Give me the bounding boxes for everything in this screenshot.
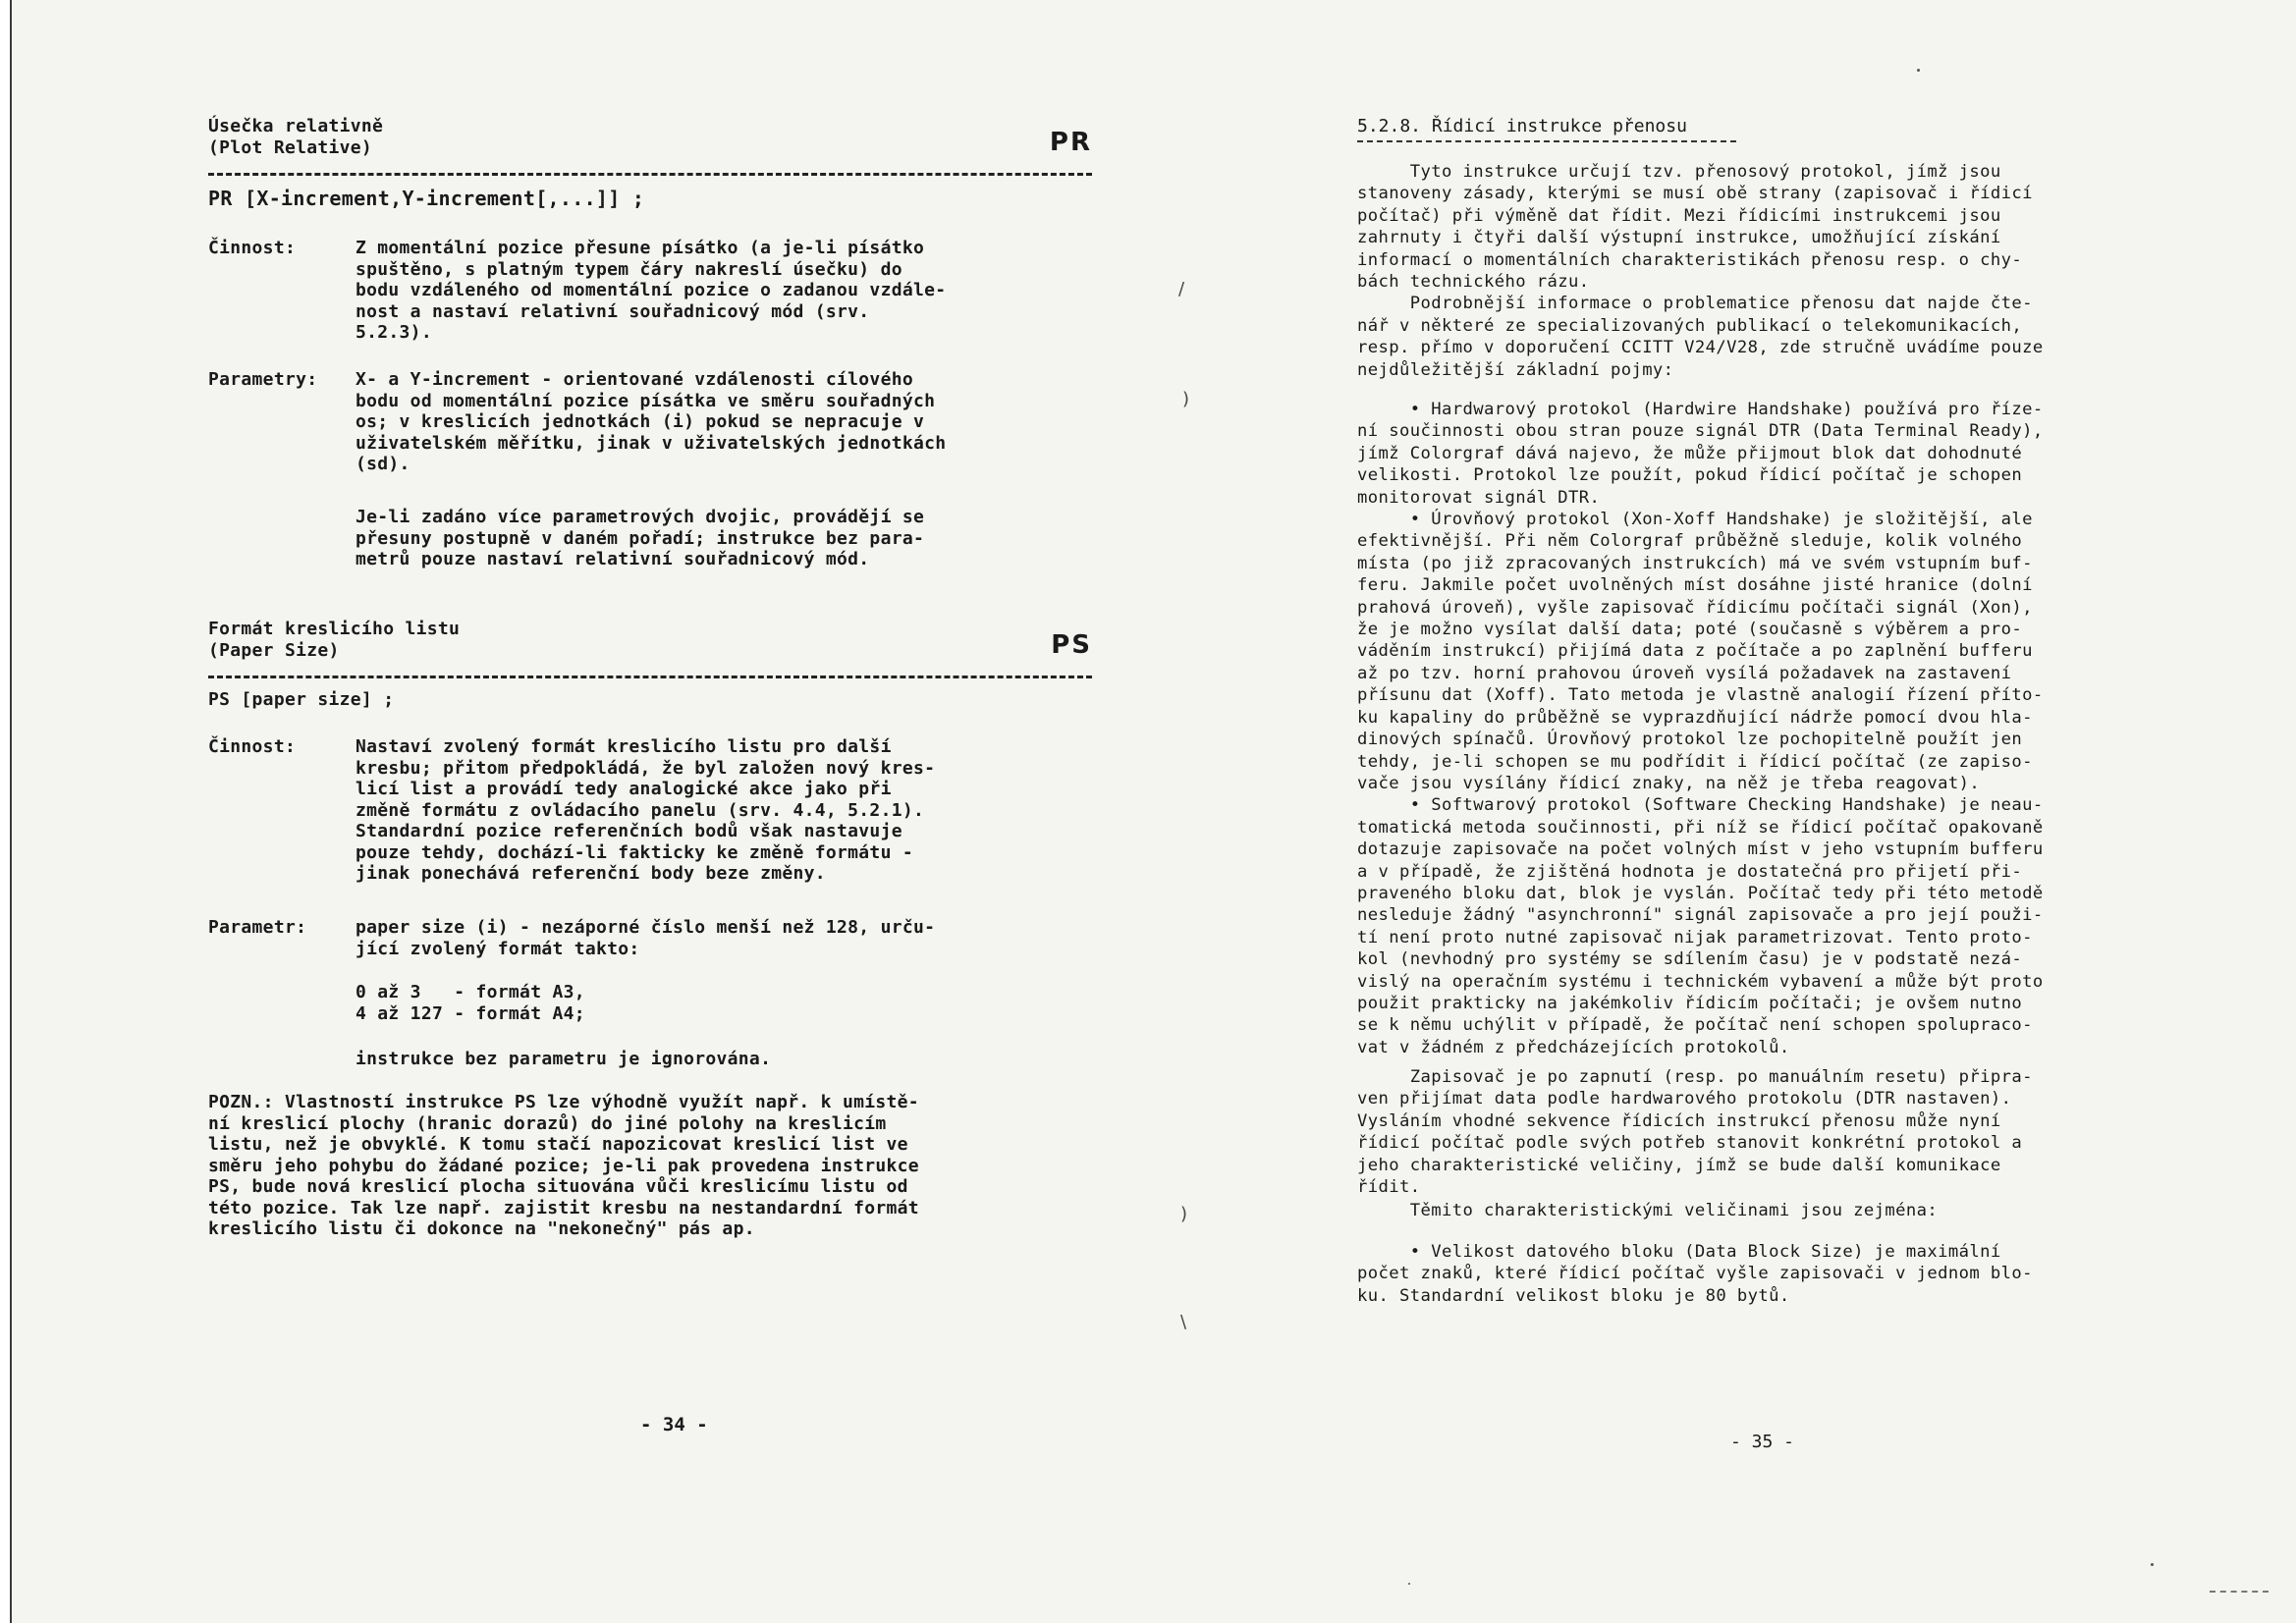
- scan-speck: [1917, 69, 1920, 72]
- pr-rule: [208, 173, 1092, 176]
- intro-paragraph: Tyto instrukce určují tzv. přenosový protokol, jímž jsou stanoveny zásady, kterými se musí obě strany (zapisovač i řídicí počítač) při výměně dat řídit. Mezi řídicími instrukcemi jsou zahrnuty i čtyři další výstupní instrukce, umožňující získání informací o momentálních charakteristikách přenosu resp. o chy- bách technického rázu. Podrobnější informace o problematice přenosu dat najde čte- nář v některé ze specializovaných publikací o telekomunikacích, resp. přímo v doporučení CCITT V24/V28, zde stručně uvádíme pouze nejdůležitější základní pojmy:: [1357, 162, 2044, 380]
- gutter-mark: ): [1182, 389, 1190, 409]
- pr-title-en: (Plot Relative): [208, 136, 373, 158]
- right-page: [1357, 0, 2184, 1623]
- ps-pozn: POZN.: Vlastností instrukce PS lze výhodně využít např. k umístě- ní kreslicí plochy (hranic dorazů) do jiné polohy na kreslicím listu, než je obvyklé. K tomu stačí napozicovat kreslicí list ve směru jeho pohybu do žádané pozice; je-li pak provedena instrukce PS, bude nová kreslicí plocha situována vůči kreslicímu listu od této pozice. Tak lze např. zajistit kresbu na nestandardní formát kreslicího listu či dokonce na "nekonečný" pás ap.: [208, 1092, 919, 1239]
- ps-ignore-note: instrukce bez parametru je ignorována.: [355, 1049, 772, 1069]
- ps-cinnost-text: Nastaví zvolený formát kreslicího listu pro další kresbu; přitom předpokládá, že byl založen nový kres- licí list a provádí tedy analogické akce jako při změně formátu z ovládacího panelu (srv. 4.4, 5.2.1). Standardní pozice referenčních bodů však nastavuje pouze tehdy, dochází-li fakticky ke změně formátu - jinak ponechává referenční body beze změny.: [355, 736, 936, 884]
- gutter-mark: \: [1180, 1312, 1187, 1332]
- pr-note: Je-li zadáno více parametrových dvojic, provádějí se přesuny postupně v daném pořadí; instrukce bez para- metrů pouze nastaví relativní souřadnicový mód.: [355, 507, 925, 569]
- scan-edge: [0, 0, 12, 1623]
- section-title: 5.2.8. Řídicí instrukce přenosu: [1357, 116, 1687, 136]
- power-on-paragraph: Zapisovač je po zapnutí (resp. po manuálním resetu) připra- ven přijímat data podle hardwarového protokolu (DTR nastaven). Vysláním vhodné sekvence řídicích instrukcí přenosu může nyní řídicí počítač podle svých potřeb stanovit konkrétní protokol a jeho charakteristické veličiny, jímž se bude další komunikace řídit.: [1357, 1067, 2033, 1198]
- pr-parametry-text: X- a Y-increment - orientované vzdálenosti cílového bodu od momentální pozice písátka ve směru souřadných os; v kreslicích jednotkách (i) pokud se nepracuje v uživatelském měřítku, jinak v uživatelských jednotkách (sd).: [355, 369, 947, 474]
- scan-speck: [2151, 1563, 2154, 1566]
- ps-code: PS: [1051, 630, 1092, 660]
- ps-header: [208, 619, 1092, 664]
- ps-title-en: (Paper Size): [208, 639, 340, 661]
- pr-header: [208, 116, 1092, 161]
- pr-cinnost-label: Činnost:: [208, 238, 297, 258]
- block-size-item: • Velikost datového bloku (Data Block Size) je maximální počet znaků, které řídicí počítač vyšle zapisovači v jednom blo- ku. Standardní velikost bloku je 80 bytů.: [1357, 1242, 2033, 1306]
- gutter-mark: ): [1180, 1204, 1188, 1224]
- pr-title-cz: Úsečka relativně: [208, 116, 384, 136]
- section-rule: [1357, 140, 1736, 142]
- pr-cinnost-text: Z momentální pozice přesune písátko (a je-li písátko spuštěno, s platným typem čáry nakreslí úsečku) do bodu vzdáleného od momentální pozice o zadanou vzdále- nost a nastaví relativní souřadnicový mód (srv. 5.2.3).: [355, 238, 947, 343]
- page-number-right: - 35 -: [1730, 1432, 1795, 1452]
- ps-option-a3: 0 až 3 - formát A3,: [355, 982, 585, 1002]
- left-page: [208, 0, 1092, 1623]
- protocols-list: • Hardwarový protokol (Hardwire Handshake) používá pro řízе- ní součinnosti obou stran pouze signál DTR (Data Terminal Ready), jímž Colorgraf dává najevo, že může přijmout blok dat dohodnuté velikosti. Protokol lze použít, pokud řídicí počítač je schopen monitorovat signál DTR. • Úrovňový protokol (Xon-Xoff Handshake) je složitější, ale efektivnější. Při něm Colorgraf průběžně sleduje, kolik volného místa (po již zpracovaných instrukcích) má ve svém vstupním buf- feru. Jakmile počet uvolněných míst dosáhne jisté hranice (dolní prahová úroveň), vyšle zapisovač řídicímu počítači signál (Xon), že je možno vysílat další data; poté (současně s výběrem a pro- váděním instrukcí) přijímá data z počítače a po zaplnění bufferu až po tzv. horní prahovou úroveň vysílá požadavek na zastavení přísunu dat (Xoff). Tato metoda je vlastně analogií řízení příto- ku kapaliny do průběžně se vyprazdňující nádrže pomocí dvou hla- dinových spínačů. Úrovňový protokol lze pochopitelně použít jen tehdy, je-li schopen se mu podřídit i řídicí počítač (ze zapiso- vače jsou vysílány řídicí znaky, na něž je třeba reagovat). • Softwarový protokol (Software Checking Handshake) je neau- tomatická metoda součinnosti, při níž se řídicí počítač opakovaně dotazuje zapisovače na počet volných míst v jeho vstupním bufferu a v případě, že zjištěná hodnota je dostatečná pro přijetí při- praveného bloku dat, blok je vyslán. Počítač tedy při této metodě nesleduje žádný "asynchronní" signál zapisovače a pro její použi- tí není proto nutné zapisovač nijak parametrizovat. Tento proto- kol (nevhodný pro systémy se sdílením času) je v podstatě nezá- vislý na operačním systému i technickém vybavení a může být proto použit prakticky na jakémkoliv řídicím počítači; je ovšem nutno se k němu uchýlit v případě, že počítač není schopen spolupraco- vat v žádném z předcházejících protokolů.: [1357, 400, 2044, 1057]
- ps-syntax: PS [paper size] ;: [208, 689, 395, 710]
- gutter-mark: /: [1178, 279, 1185, 299]
- pr-syntax: PR [X-increment,Y-increment[,...]] ;: [208, 187, 645, 210]
- ps-parametr-text: paper size (i) - nezáporné číslo menší než 128, urču- jící zvolený formát takto:: [355, 917, 936, 959]
- ps-parametr-label: Parametr:: [208, 917, 307, 938]
- ps-rule: [208, 676, 1092, 678]
- ps-title-cz: Formát kreslicího listu: [208, 619, 461, 639]
- scan-speck: [1408, 1583, 1410, 1585]
- page-number-left: - 34 -: [640, 1414, 708, 1435]
- pr-parametry-label: Parametry:: [208, 369, 318, 390]
- ps-option-a4: 4 až 127 - formát A4;: [355, 1003, 585, 1024]
- scan-streak: [2210, 1591, 2269, 1593]
- pr-code: PR: [1049, 128, 1092, 157]
- ps-cinnost-label: Činnost:: [208, 736, 297, 757]
- characteristics-intro: Těmito charakteristickými veličinami jsou zejména:: [1357, 1201, 1939, 1220]
